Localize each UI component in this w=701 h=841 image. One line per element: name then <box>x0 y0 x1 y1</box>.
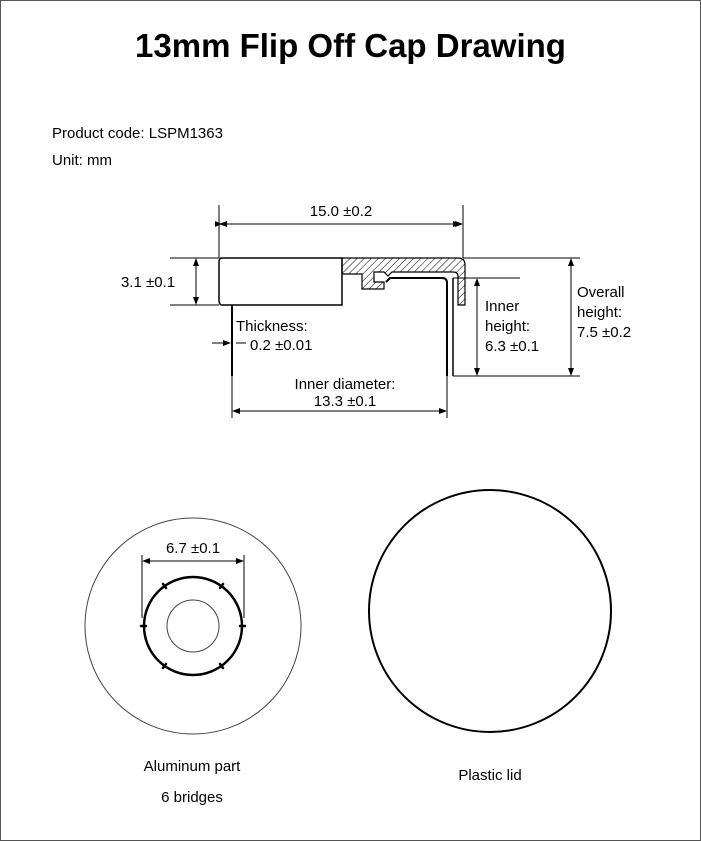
page-title: 13mm Flip Off Cap Drawing <box>135 27 566 64</box>
overall-height-line2: height: <box>577 304 623 321</box>
inner-height-line1: Inner <box>485 298 520 315</box>
inner-diameter-value: 13.3 ±0.1 <box>313 393 377 410</box>
bridges-caption: 6 bridges <box>161 789 223 806</box>
aluminum-part-caption: Aluminum part <box>143 758 241 775</box>
side-section-view <box>121 203 631 418</box>
thickness-label: Thickness: <box>236 318 308 335</box>
plastic-lid-caption: Plastic lid <box>458 767 522 784</box>
cap-height-text: 3.1 ±0.1 <box>120 274 176 291</box>
inner-height-value: 6.3 ±0.1 <box>485 338 540 355</box>
width-dimension-text: 15.0 ±0.2 <box>309 203 373 220</box>
bridge-span-text: 6.7 ±0.1 <box>165 540 221 557</box>
thickness-value: 0.2 ±0.01 <box>250 337 313 354</box>
center-hole <box>167 600 219 652</box>
inner-height-line2: height: <box>485 318 531 335</box>
aluminum-part-view <box>85 518 301 734</box>
plastic-lid-circle <box>369 490 611 732</box>
overall-height-line1: Overall <box>577 284 625 301</box>
unit-label: Unit: mm <box>52 152 112 169</box>
inner-diameter-label: Inner diameter: <box>294 376 396 393</box>
plastic-cap-body <box>219 258 342 305</box>
overall-height-value: 7.5 ±0.2 <box>577 324 632 341</box>
right-skirt-wall <box>386 278 447 376</box>
product-code: Product code: LSPM1363 <box>52 125 223 142</box>
